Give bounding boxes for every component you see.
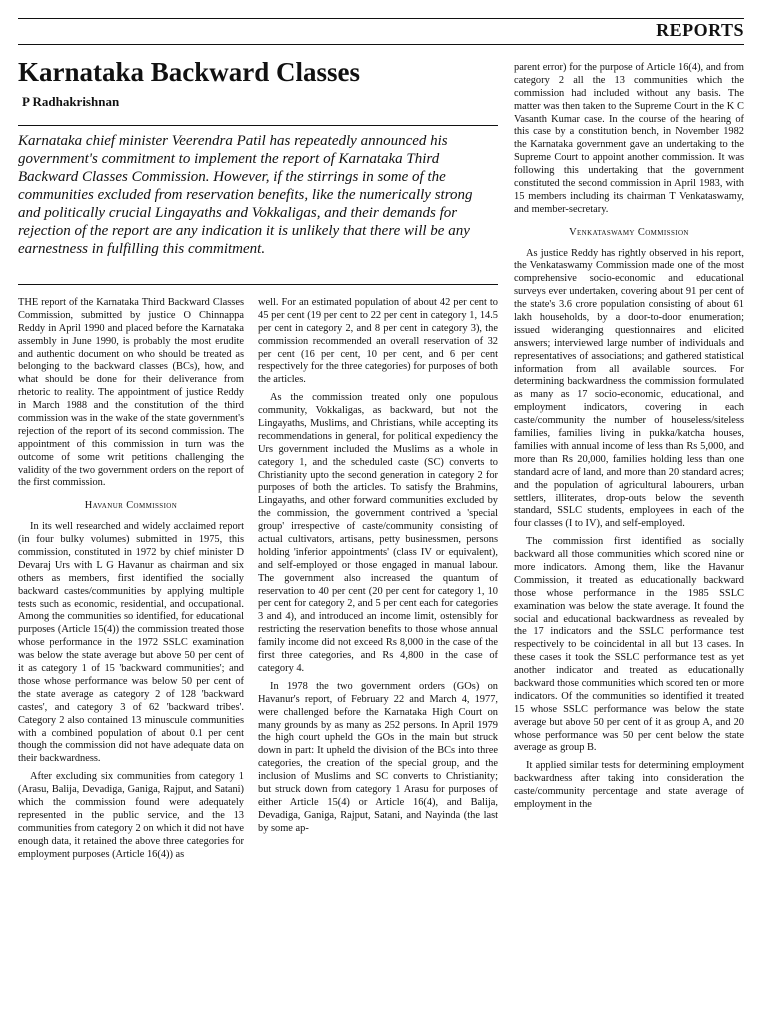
author-byline: P Radhakrishnan	[22, 94, 120, 109]
header-rule	[18, 44, 744, 45]
subheading-havanur: Havanur Commission	[84, 500, 178, 512]
section-label: REPORTS	[656, 20, 744, 40]
paragraph: In its well researched and widely acclaimed report (in four bulky volumes) submitted in 1975, this commission, constituted in 1972 by chief minister D Devaraj Urs with L G Havanur as chairman and six others as members, first identified the socially backward castes/communities by applying multiple tests such as economic, residential, and occupational. Among the communities so identified, for educational purposes (Article 15(4)) the commission treated those whose performance in the 1972 SSLC examination was below the state average but above 50 per cent of it as category 1 of 15 'backward communities'; and those whose performance was below 50 per cent of the state average as category 2 of 128 'backward castes', and category 3 of 62 'backward tribes'. Category 2 also contained 13 minuscule communities with a combined population of about 0.1 per cent though the commission did not have adequate data on their backwardness.	[18, 521, 244, 765]
deck-bottom-rule	[18, 284, 498, 285]
paragraph: As the commission treated only one populous community, Vokkaligas, as backward, but not the Lingayaths, Muslims, and Christians, while accepting its recommendations in general, for political expediency the Urs government included the Muslims as a whole in category 1, and the scheduled caste (SC) converts to Christianity upto the second generation in category 2 for purposes of both the articles. To satisfy the Brahmins, Lingayaths, and other forward communities excluded by the commission, the government contrived a 'special group' irrespective of caste/community consisting of actual cultivators, artisans, petty businessmen, persons holding 'inferior appointments' (class IV or equivalent), and self-employed or those engaged in manual labour. The government also increased the quantum of reservation to 40 per cent (20 per cent for category 1, 10 per cent for category 2, and 5 per cent each for categories 3 and 4), and introduced an income limit, ostensibly for restricting the reservation benefits to those whose annual family income did not exceed Rs 8,000 in the case of the first three categories, and Rs 4,800 in the case of category 4.	[258, 392, 498, 674]
paragraph: well. For an estimated population of about 42 per cent to 45 per cent (19 per cent to 22 per cent in category 1, 14.5 per cent in category 2, and 8 per cent in category 3), the commission recommended an overall reservation of 32 per cent (16 per cent, 10 per cent, and 6 per cent respectively for the three categories) for purposes of both the articles.	[258, 297, 498, 386]
paragraph: In 1978 the two government orders (GOs) on Havanur's report, of February 22 and March 4, 1977, were challenged before the Karnataka High Court on many grounds by as many as 252 persons. In April 1979 the high court upheld the GOs in the main but struck down in part: It upheld the division of the BCs into three categories, the creation of the special group, and the inclusion of Muslims and SC converts to Christianity; but struck down from category 1 Arasu for purposes of either Article 15(4) or Article 16(4), and Balija, Devadiga, Ganiga, Rajput, Satani, and Nayinda (the last by some ap-	[258, 680, 498, 834]
top-rule	[18, 18, 744, 19]
paragraph: The commission first identified as socially backward all those communities which scored nine or more indicators. Among them, like the Havanur Commission, it treated as educationally backward those whose performance in the 1985 SSLC examination was below the state average. It found the social and educational backwardness as revealed by the 17 indicators and the SSLC performance test respectively to be coincidental in all but 13 cases. In these cases it took the SSLC performance test as yet another indicator and treated as educationally backward those communities which scored ten or more indicators. Of the communities so identified it treated 15 whose SSLC performance was below the state average but above 50 per cent of it as group A, and 20 whose performance was 50 per cent below the state average as group B.	[514, 536, 744, 754]
deck-top-rule	[18, 125, 498, 126]
paragraph: parent error) for the purpose of Article 16(4), and from category 2 all the 13 communities which the commission had included without any basis. The matter was then taken to the Supreme Court in the K C Vasanth Kumar case. In the course of the hearing of this case by a constitution bench, in November 1982 the Karnataka government gave an undertaking to the Supreme Court to appoint another commission. It was following this undertaking that the government constituted the second commission in April 1983, with 15 members including its chairman T Venkataswamy, and member-secretary.	[514, 62, 744, 215]
column-2	[258, 297, 498, 1019]
article-deck: Karnataka chief minister Veerendra Patil has repeatedly announced his government's commitment to implement the report of Karnataka Third Backward Classes Commission. However, if the stirrings in some of the communities excluded from reservation benefits, like the numerically strong and politically crucial Lingayaths and Vokkaligas, and their demands for rejection of the report are any indication it is unlikely that there will be any earnestness in fulfilling this commitment.	[18, 133, 473, 257]
paragraph: THE report of the Karnataka Third Backward Classes Commission, submitted by justice O Chinnappa Reddy in April 1990 and placed before the Karnataka assembly in June 1990, is probably the most erudite and authentic document on who should be treated as belonging to the backward classes (BCs), how, and what should be done for their deliverance from rhetoric to reality. The appointment of justice Reddy in March 1988 and the constitution of the third commission was in the wake of the state government's rejection of the report of its second commission. The appointment of this commission in turn was the outcome of some writ petitions challenging the validity of the two government orders on the report of the first commission.	[18, 297, 244, 489]
column-3	[514, 62, 744, 1019]
column-1	[18, 297, 244, 1019]
paragraph: It applied similar tests for determining employment backwardness after taking into consideration the caste/community percentage and state average of employment in the	[514, 760, 744, 810]
paragraph: As justice Reddy has rightly observed in his report, the Venkataswamy Commission made one of the most comprehensive socio-economic and educational surveys ever undertaken, covering about 91 per cent of the state's 3.6 crore population consisting of about 61 lakh households, by a door-to-door enumeration; issued wideranging questionnaires and elicited answers; interviewed large number of individuals and representatives of associations; and gathered statistical information from all available sources. For determining backwardness the commission formulated as many as 17 socio-economic, educational, and employment indicators, covering in each caste/community the number of houseless/siteless families, families living in pukka/katcha houses, families with annual income of less than Rs 5,000, and more than Rs 20,000, families holding less than one standard acre of land, and more than 20 standard acres; and the population of agricultural labourers, urban settlers, illiterates, drop-outs below the seventh standard, SSLC students, employees in each of the four classes (I to IV), and self-employed.	[514, 247, 744, 530]
paragraph: After excluding six communities from category 1 (Arasu, Balija, Devadiga, Ganiga, Rajput, and Satani) which the commission found were adequately represented in the public service, and the 13 communities from category 2 on which it did not have enough data, it retained the above three categories for employment purposes (Article 16(4)) as	[18, 771, 244, 860]
article-title: Karnataka Backward Classes	[18, 57, 361, 87]
subheading-venkataswamy: Venkataswamy Commission	[569, 226, 689, 238]
